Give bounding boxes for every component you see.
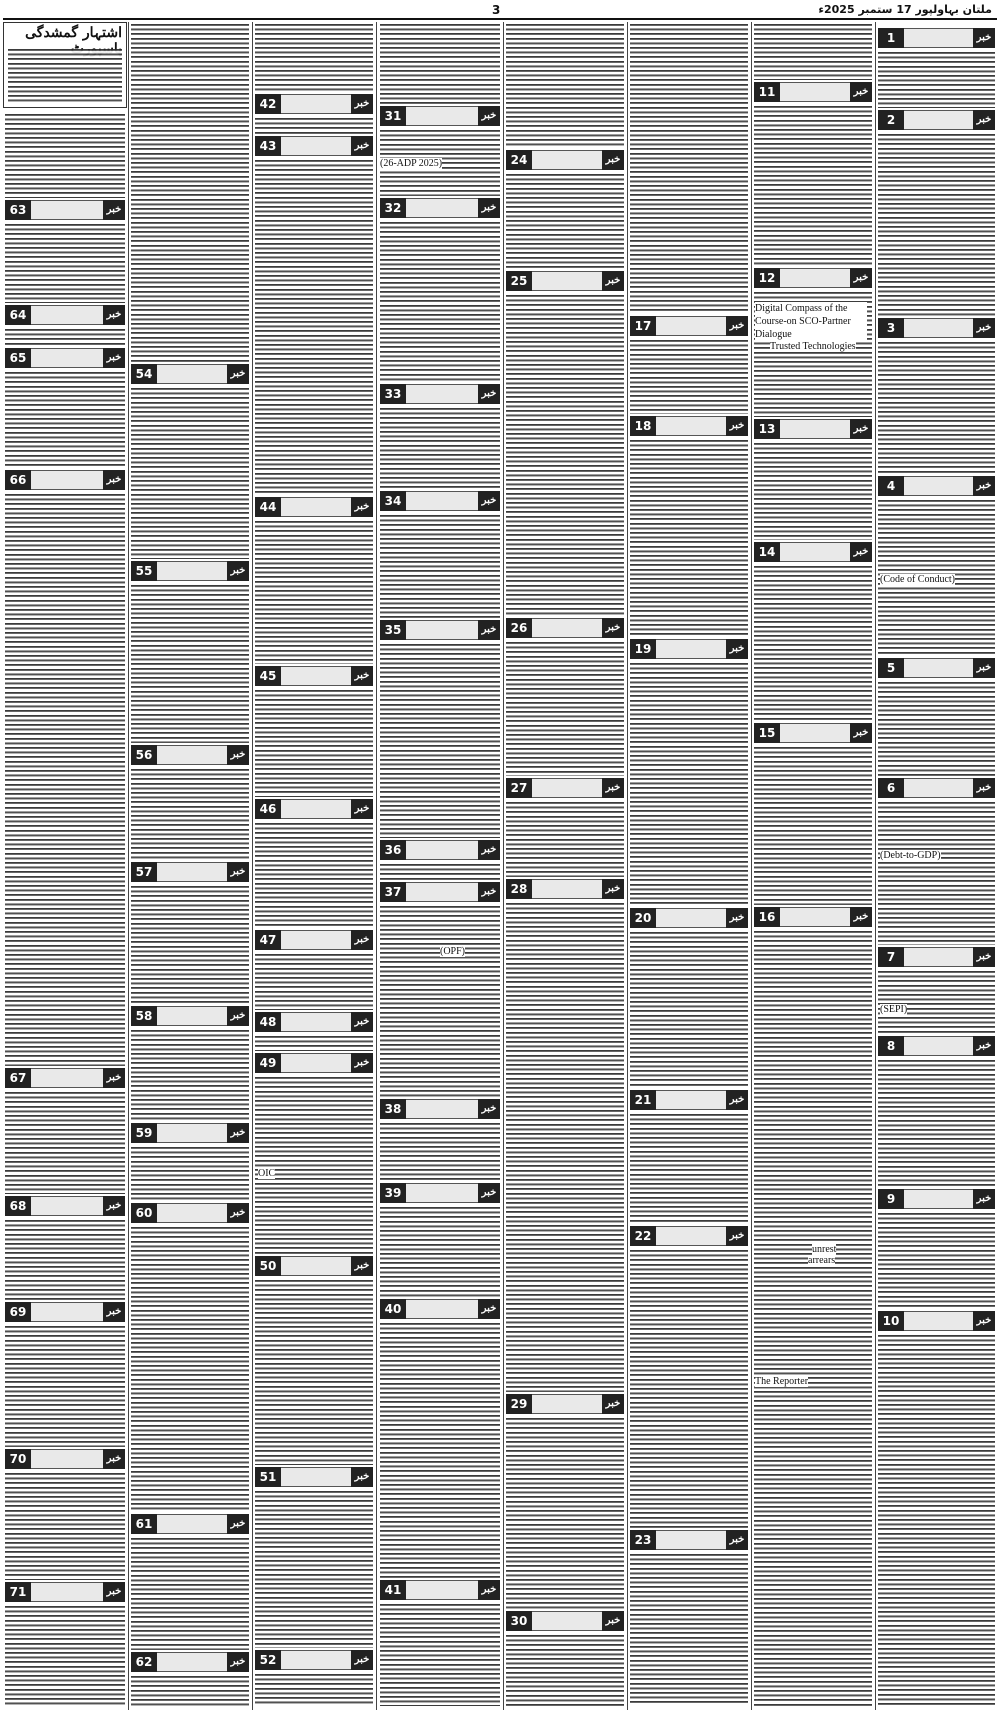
notice-number: 27: [506, 778, 532, 798]
notice-badge: خبر: [973, 476, 995, 496]
notice-header: [5, 1068, 125, 1088]
notice-number: 26: [506, 618, 532, 638]
notice-badge: خبر: [227, 862, 249, 882]
notice-number: 3: [878, 318, 904, 338]
notice-header: [630, 416, 748, 436]
notice-number: 10: [878, 1311, 904, 1331]
notice-badge: خبر: [726, 908, 748, 928]
notice-number: 58: [131, 1006, 157, 1026]
notice-number: 68: [5, 1196, 31, 1216]
notice-badge: خبر: [351, 136, 373, 156]
english-snippet: (Debt-to-GDP): [880, 850, 941, 861]
notice-number: 47: [255, 930, 281, 950]
notice-header: [380, 1099, 500, 1119]
notice-number: 65: [5, 348, 31, 368]
notice-badge: خبر: [351, 497, 373, 517]
notice-badge: خبر: [602, 150, 624, 170]
notice-number: 48: [255, 1012, 281, 1032]
notice-badge: خبر: [602, 1611, 624, 1631]
notice-badge: خبر: [351, 1053, 373, 1073]
notice-number: 51: [255, 1467, 281, 1487]
notice-number: 23: [630, 1530, 656, 1550]
notice-badge: خبر: [726, 416, 748, 436]
notice-header: [630, 639, 748, 659]
notice-header: [5, 1449, 125, 1469]
notice-number: 9: [878, 1189, 904, 1209]
column-separator: [627, 22, 628, 1710]
notice-header: [255, 666, 373, 686]
notice-number: 31: [380, 106, 406, 126]
english-snippet: unrest: [812, 1244, 837, 1255]
notice-header: [878, 28, 995, 48]
notice-badge: خبر: [602, 778, 624, 798]
english-snippet: The Reporter: [755, 1376, 809, 1387]
notice-header: [380, 882, 500, 902]
notice-badge: خبر: [850, 268, 872, 288]
column-separator: [751, 22, 752, 1710]
notice-badge: خبر: [726, 1530, 748, 1550]
notice-number: 71: [5, 1582, 31, 1602]
notice-header: [878, 1189, 995, 1209]
notice-header: [630, 316, 748, 336]
notice-number: 41: [380, 1580, 406, 1600]
notice-badge: خبر: [351, 1256, 373, 1276]
notice-number: 40: [380, 1299, 406, 1319]
notice-badge: خبر: [973, 1189, 995, 1209]
notice-header: [630, 908, 748, 928]
notice-header: [506, 271, 624, 291]
notice-header: [754, 907, 872, 927]
notice-number: 52: [255, 1650, 281, 1670]
notice-number: 24: [506, 150, 532, 170]
notice-badge: خبر: [478, 491, 500, 511]
notice-badge: خبر: [478, 198, 500, 218]
notice-badge: خبر: [726, 316, 748, 336]
notice-header: [5, 470, 125, 490]
english-snippet: arrears: [808, 1255, 836, 1266]
notice-number: 15: [754, 723, 780, 743]
notice-number: 4: [878, 476, 904, 496]
notice-number: 7: [878, 947, 904, 967]
english-snippet: (OPF): [440, 946, 466, 957]
notice-header: [506, 778, 624, 798]
notice-badge: خبر: [850, 542, 872, 562]
notice-badge: خبر: [351, 94, 373, 114]
notice-badge: خبر: [973, 1311, 995, 1331]
notice-number: 69: [5, 1302, 31, 1322]
notice-number: 35: [380, 620, 406, 640]
notice-badge: خبر: [227, 1514, 249, 1534]
notice-number: 8: [878, 1036, 904, 1056]
page-number: 3: [492, 3, 501, 17]
notice-header: [506, 618, 624, 638]
notice-header: [754, 82, 872, 102]
notice-header: [380, 491, 500, 511]
notice-badge: خبر: [351, 930, 373, 950]
notice-header: [255, 1467, 373, 1487]
notice-number: 43: [255, 136, 281, 156]
notice-header: [380, 1299, 500, 1319]
notice-header: [380, 1183, 500, 1203]
notice-number: 1: [878, 28, 904, 48]
notice-badge: خبر: [726, 1226, 748, 1246]
notice-header: [131, 364, 249, 384]
notice-number: 18: [630, 416, 656, 436]
column-6: [628, 22, 750, 1710]
column-separator: [252, 22, 253, 1710]
english-snippet: (26-ADP 2025): [380, 158, 443, 169]
column-3: [253, 22, 375, 1710]
notice-header: [380, 198, 500, 218]
notice-number: 12: [754, 268, 780, 288]
notice-badge: خبر: [103, 305, 125, 325]
notice-badge: خبر: [726, 1090, 748, 1110]
notice-badge: خبر: [227, 364, 249, 384]
notice-header: [380, 1580, 500, 1600]
notice-header: [131, 1006, 249, 1026]
notice-badge: خبر: [973, 1036, 995, 1056]
notice-header: [630, 1530, 748, 1550]
notice-header: [131, 561, 249, 581]
notice-number: 70: [5, 1449, 31, 1469]
column-separator: [128, 22, 129, 1710]
notice-badge: خبر: [351, 666, 373, 686]
notice-number: 56: [131, 745, 157, 765]
notice-header: [5, 200, 125, 220]
notice-number: 44: [255, 497, 281, 517]
notice-header: [131, 1203, 249, 1223]
notice-number: 14: [754, 542, 780, 562]
notice-badge: خبر: [478, 1099, 500, 1119]
notice-badge: خبر: [973, 110, 995, 130]
notice-badge: خبر: [103, 1302, 125, 1322]
notice-badge: خبر: [103, 348, 125, 368]
notice-badge: خبر: [227, 745, 249, 765]
notice-number: 49: [255, 1053, 281, 1073]
notice-number: 38: [380, 1099, 406, 1119]
notice-badge: خبر: [602, 618, 624, 638]
notice-number: 45: [255, 666, 281, 686]
notice-number: 55: [131, 561, 157, 581]
notice-badge: خبر: [478, 1580, 500, 1600]
notice-header: [380, 106, 500, 126]
notice-number: 59: [131, 1123, 157, 1143]
notice-number: 34: [380, 491, 406, 511]
notice-badge: خبر: [973, 318, 995, 338]
notice-header: [754, 723, 872, 743]
notice-badge: خبر: [103, 1582, 125, 1602]
notice-badge: خبر: [973, 658, 995, 678]
notice-badge: خبر: [103, 1196, 125, 1216]
lost-passport-title: اشتہار گمشدگی: [25, 25, 122, 41]
notice-number: 11: [754, 82, 780, 102]
notice-badge: خبر: [478, 620, 500, 640]
column-4: [378, 22, 502, 1710]
notice-badge: خبر: [103, 1068, 125, 1088]
notice-number: 2: [878, 110, 904, 130]
notice-header: [878, 1036, 995, 1056]
lost-passport-body: [8, 49, 122, 103]
notice-badge: خبر: [850, 419, 872, 439]
notice-number: 32: [380, 198, 406, 218]
notice-header: [131, 1123, 249, 1143]
notice-header: [506, 1394, 624, 1414]
notice-badge: خبر: [602, 879, 624, 899]
notice-badge: خبر: [850, 907, 872, 927]
notice-number: 54: [131, 364, 157, 384]
notice-badge: خبر: [478, 1299, 500, 1319]
notice-number: 36: [380, 840, 406, 860]
notice-badge: خبر: [850, 723, 872, 743]
notice-header: [255, 497, 373, 517]
notice-badge: خبر: [227, 1006, 249, 1026]
notice-badge: خبر: [726, 639, 748, 659]
notice-number: 6: [878, 778, 904, 798]
notice-header: [754, 419, 872, 439]
notice-header: [878, 318, 995, 338]
notice-badge: خبر: [478, 882, 500, 902]
notice-header: [255, 1256, 373, 1276]
notice-number: 39: [380, 1183, 406, 1203]
notice-header: [878, 658, 995, 678]
notice-header: [5, 1302, 125, 1322]
notice-badge: خبر: [351, 1012, 373, 1032]
column-8: [876, 22, 997, 1710]
notice-number: 50: [255, 1256, 281, 1276]
notice-header: [878, 778, 995, 798]
column-separator: [503, 22, 504, 1710]
notice-number: 16: [754, 907, 780, 927]
notice-number: 66: [5, 470, 31, 490]
notice-number: 42: [255, 94, 281, 114]
notice-badge: خبر: [973, 778, 995, 798]
notice-number: 33: [380, 384, 406, 404]
notice-number: 60: [131, 1203, 157, 1223]
notice-header: [5, 305, 125, 325]
notice-header: [754, 542, 872, 562]
lost-passport-box: [3, 22, 127, 108]
notice-number: 17: [630, 316, 656, 336]
notice-number: 21: [630, 1090, 656, 1110]
english-snippet: (SEPI): [880, 1004, 908, 1015]
notice-number: 20: [630, 908, 656, 928]
notice-header: [630, 1226, 748, 1246]
masthead-rule: [3, 18, 997, 20]
notice-badge: خبر: [227, 561, 249, 581]
notice-badge: خبر: [973, 28, 995, 48]
notice-header: [878, 110, 995, 130]
notice-header: [506, 1611, 624, 1631]
notice-number: 25: [506, 271, 532, 291]
notice-header: [506, 150, 624, 170]
notice-badge: خبر: [478, 840, 500, 860]
notice-number: 28: [506, 879, 532, 899]
notice-badge: خبر: [602, 1394, 624, 1414]
notice-header: [255, 1053, 373, 1073]
notice-header: [380, 384, 500, 404]
notice-header: [878, 1311, 995, 1331]
notice-number: 19: [630, 639, 656, 659]
notice-header: [380, 620, 500, 640]
notice-badge: خبر: [227, 1203, 249, 1223]
notice-header: [5, 1196, 125, 1216]
notice-number: 62: [131, 1652, 157, 1672]
notice-badge: خبر: [227, 1123, 249, 1143]
notice-header: [878, 947, 995, 967]
notice-badge: خبر: [351, 1650, 373, 1670]
notice-number: 29: [506, 1394, 532, 1414]
notice-badge: خبر: [227, 1652, 249, 1672]
notice-header: [5, 348, 125, 368]
notice-header: [255, 1012, 373, 1032]
notice-badge: خبر: [850, 82, 872, 102]
notice-badge: خبر: [103, 1449, 125, 1469]
notice-number: 37: [380, 882, 406, 902]
notice-header: [131, 1514, 249, 1534]
notice-number: 30: [506, 1611, 532, 1631]
notice-badge: خبر: [602, 271, 624, 291]
notice-number: 63: [5, 200, 31, 220]
notice-badge: خبر: [478, 106, 500, 126]
notice-number: 57: [131, 862, 157, 882]
notice-number: 5: [878, 658, 904, 678]
english-snippet: Digital Compass of the Course-on SCO-Partner Dialogue: [755, 302, 867, 341]
notice-header: [255, 94, 373, 114]
notice-number: 64: [5, 305, 31, 325]
notice-number: 13: [754, 419, 780, 439]
column-separator: [875, 22, 876, 1710]
notice-header: [131, 862, 249, 882]
date-line: ملتان بہاولپور 17 ستمبر 2025ء: [818, 3, 992, 16]
notice-number: 61: [131, 1514, 157, 1534]
notice-header: [255, 136, 373, 156]
notice-header: [5, 1582, 125, 1602]
english-snippet: Trusted Technologies: [770, 341, 856, 352]
notice-header: [131, 1652, 249, 1672]
notice-badge: خبر: [478, 384, 500, 404]
notice-badge: خبر: [103, 200, 125, 220]
english-snippet: (Code of Conduct): [880, 574, 955, 585]
notice-header: [255, 799, 373, 819]
notice-badge: خبر: [351, 799, 373, 819]
notice-header: [754, 268, 872, 288]
masthead: [0, 0, 1000, 20]
notice-header: [878, 476, 995, 496]
notice-badge: خبر: [103, 470, 125, 490]
english-snippet: OIC: [258, 1168, 276, 1179]
notice-number: 22: [630, 1226, 656, 1246]
notice-badge: خبر: [973, 947, 995, 967]
notice-number: 67: [5, 1068, 31, 1088]
notice-header: [131, 745, 249, 765]
column-separator: [376, 22, 377, 1710]
notice-header: [255, 1650, 373, 1670]
notice-header: [506, 879, 624, 899]
notice-header: [380, 840, 500, 860]
notice-number: 46: [255, 799, 281, 819]
notice-badge: خبر: [478, 1183, 500, 1203]
notice-badge: خبر: [351, 1467, 373, 1487]
notice-header: [630, 1090, 748, 1110]
notice-header: [255, 930, 373, 950]
